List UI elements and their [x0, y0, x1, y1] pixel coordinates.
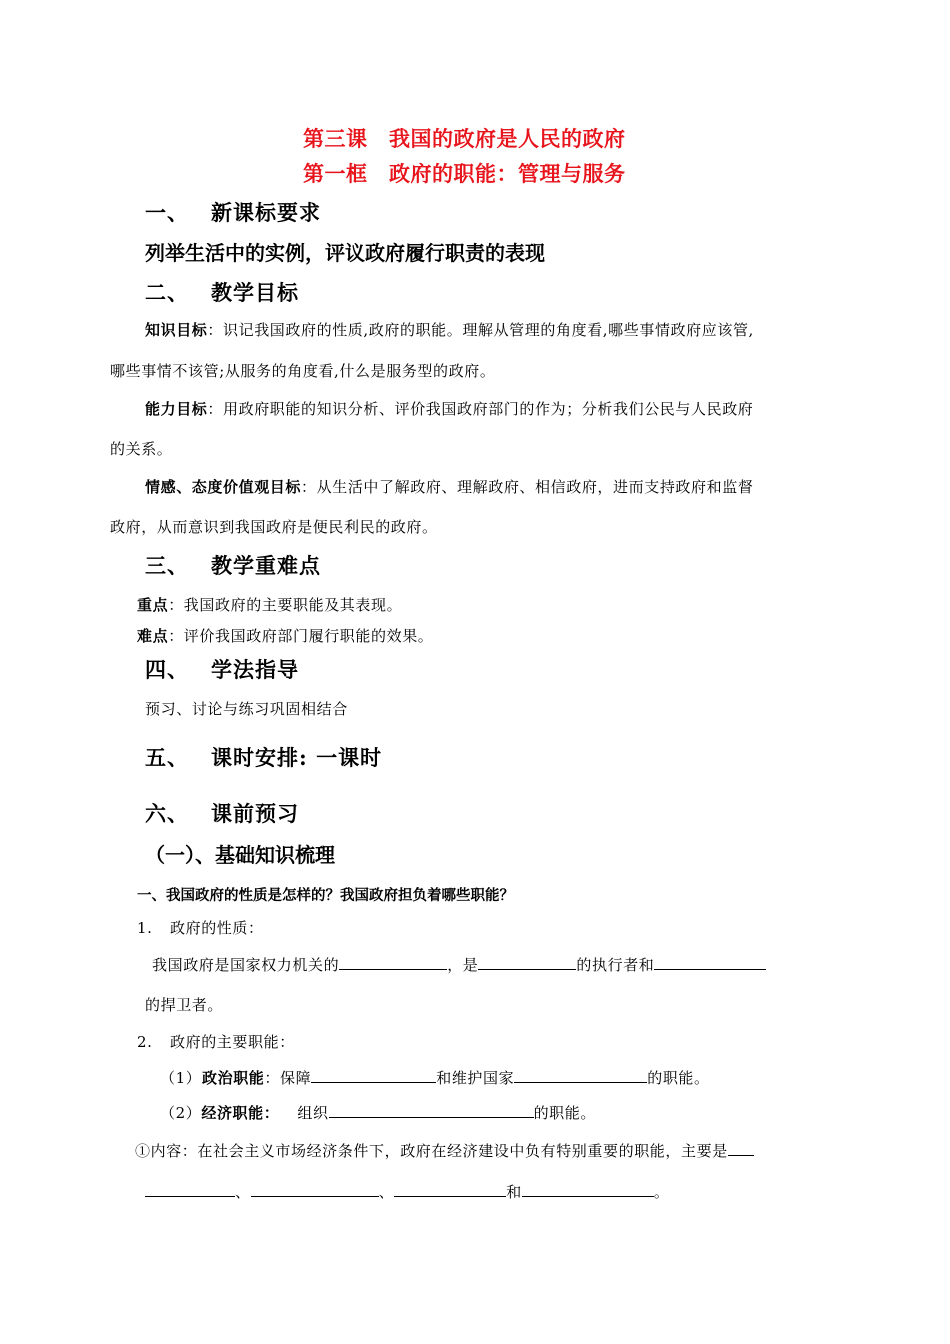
- section-4-heading: [145, 654, 299, 684]
- nature-text-3: 的执行者和: [576, 956, 655, 974]
- emotion-goal-text: ：从生活中了解政府、理解政府、相信政府，进而支持政府和监督: [301, 478, 754, 496]
- subsection-heading: （一）、基础知识梳理: [145, 843, 335, 867]
- section-number: 一、: [145, 200, 189, 225]
- economic-text-1: 组织: [297, 1104, 329, 1122]
- key-point-label: 重点: [137, 596, 169, 614]
- difficult-point-label: 难点: [137, 627, 169, 645]
- difficult-point: [137, 625, 433, 646]
- political-text-1: ：保障: [264, 1069, 312, 1087]
- emotion-goal-line-2: 政府，从而意识到我国政府是便民利民的政府。: [110, 518, 438, 536]
- lesson-title: 第三课 我国的政府是人民的政府: [303, 126, 626, 151]
- knowledge-goal-line-2: 哪些事情不该管;从服务的角度看,什么是服务型的政府。: [110, 362, 496, 380]
- political-function: [160, 1067, 710, 1088]
- ability-goal-label: 能力目标: [145, 400, 208, 418]
- blank-field[interactable]: [311, 1067, 436, 1083]
- item-text: 政府的性质：: [170, 919, 264, 937]
- political-text-3: 的职能。: [647, 1069, 710, 1087]
- content-text: ①内容：在社会主义市场经济条件下，政府在经济建设中负有特别重要的职能，主要是: [135, 1142, 728, 1160]
- political-text-2: 和维护国家: [436, 1069, 515, 1087]
- curriculum-requirement: 列举生活中的实例，评议政府履行职责的表现: [145, 241, 545, 265]
- difficult-point-text: ：评价我国政府部门履行职能的效果。: [168, 627, 434, 645]
- government-nature-line-1: [152, 954, 766, 975]
- section-number: 四、: [145, 657, 189, 682]
- content-line-2: [145, 1181, 669, 1202]
- question-1: 一、我国政府的性质是怎样的？我国政府担负着哪些职能？: [137, 887, 514, 904]
- item-number: 2.: [137, 1033, 153, 1051]
- blank-field[interactable]: [251, 1181, 379, 1197]
- section-title: 课前预习: [211, 801, 299, 826]
- knowledge-goal-label: 知识目标: [145, 321, 208, 339]
- separator: 、: [378, 1183, 395, 1201]
- ability-goal-line-1: [145, 398, 753, 419]
- conjunction: 和: [506, 1183, 522, 1201]
- economic-function: [160, 1102, 596, 1123]
- section-5-heading: [145, 742, 382, 772]
- section-3-heading: [145, 550, 321, 580]
- knowledge-goal-line-1: [145, 319, 754, 340]
- blank-field[interactable]: [329, 1102, 534, 1118]
- frame-title: 第一框 政府的职能：管理与服务: [303, 161, 626, 186]
- economic-function-label: 经济职能：: [201, 1104, 280, 1122]
- section-title: 教学重难点: [211, 553, 321, 578]
- nature-text-2: ，是: [447, 956, 479, 974]
- ability-goal-text: ：用政府职能的知识分析、评价我国政府部门的作为；分析我们公民与人民政府: [207, 400, 754, 418]
- section-title: 课时安排: 一课时: [211, 745, 383, 770]
- study-method: 预习、讨论与练习巩固相结合: [145, 700, 348, 718]
- emotion-goal-line-1: [145, 476, 753, 497]
- economic-text-2: 的职能。: [533, 1104, 596, 1122]
- blank-field[interactable]: [478, 954, 576, 970]
- government-nature-line-2: 的捍卫者。: [145, 996, 224, 1014]
- section-number: 三、: [145, 553, 189, 578]
- section-number: 五、: [145, 745, 189, 770]
- key-point-text: ：我国政府的主要职能及其表现。: [168, 596, 403, 614]
- section-number: 六、: [145, 801, 189, 826]
- item-text: 政府的主要职能：: [170, 1033, 295, 1051]
- knowledge-goal-text: ：识记我国政府的性质,政府的职能。理解从管理的角度看,哪些事情政府应该管,: [207, 321, 754, 339]
- function-number: （1）: [160, 1069, 202, 1087]
- blank-field[interactable]: [654, 954, 766, 970]
- section-1-heading: [145, 197, 321, 227]
- content-line-1: [135, 1140, 754, 1161]
- function-number: （2）: [160, 1104, 202, 1122]
- blank-field[interactable]: [339, 954, 447, 970]
- political-function-label: 政治职能: [202, 1069, 265, 1087]
- blank-field[interactable]: [145, 1181, 235, 1197]
- blank-field[interactable]: [522, 1181, 654, 1197]
- blank-field[interactable]: [728, 1140, 754, 1156]
- separator: 、: [235, 1183, 251, 1201]
- section-number: 二、: [145, 280, 189, 305]
- section-title: 教学目标: [211, 280, 299, 305]
- item-2: [137, 1031, 295, 1052]
- ability-goal-line-2: 的关系。: [110, 440, 173, 458]
- nature-text-1: 我国政府是国家权力机关的: [152, 956, 340, 974]
- period: 。: [653, 1183, 670, 1201]
- blank-field[interactable]: [394, 1181, 506, 1197]
- section-title: 新课标要求: [211, 200, 321, 225]
- key-point: [137, 594, 402, 615]
- item-1: [137, 917, 264, 938]
- section-2-heading: [145, 277, 299, 307]
- section-title: 学法指导: [211, 657, 299, 682]
- emotion-goal-label: 情感、态度价值观目标: [145, 478, 302, 496]
- item-number: 1.: [137, 919, 153, 937]
- blank-field[interactable]: [514, 1067, 647, 1083]
- section-6-heading: [145, 798, 299, 828]
